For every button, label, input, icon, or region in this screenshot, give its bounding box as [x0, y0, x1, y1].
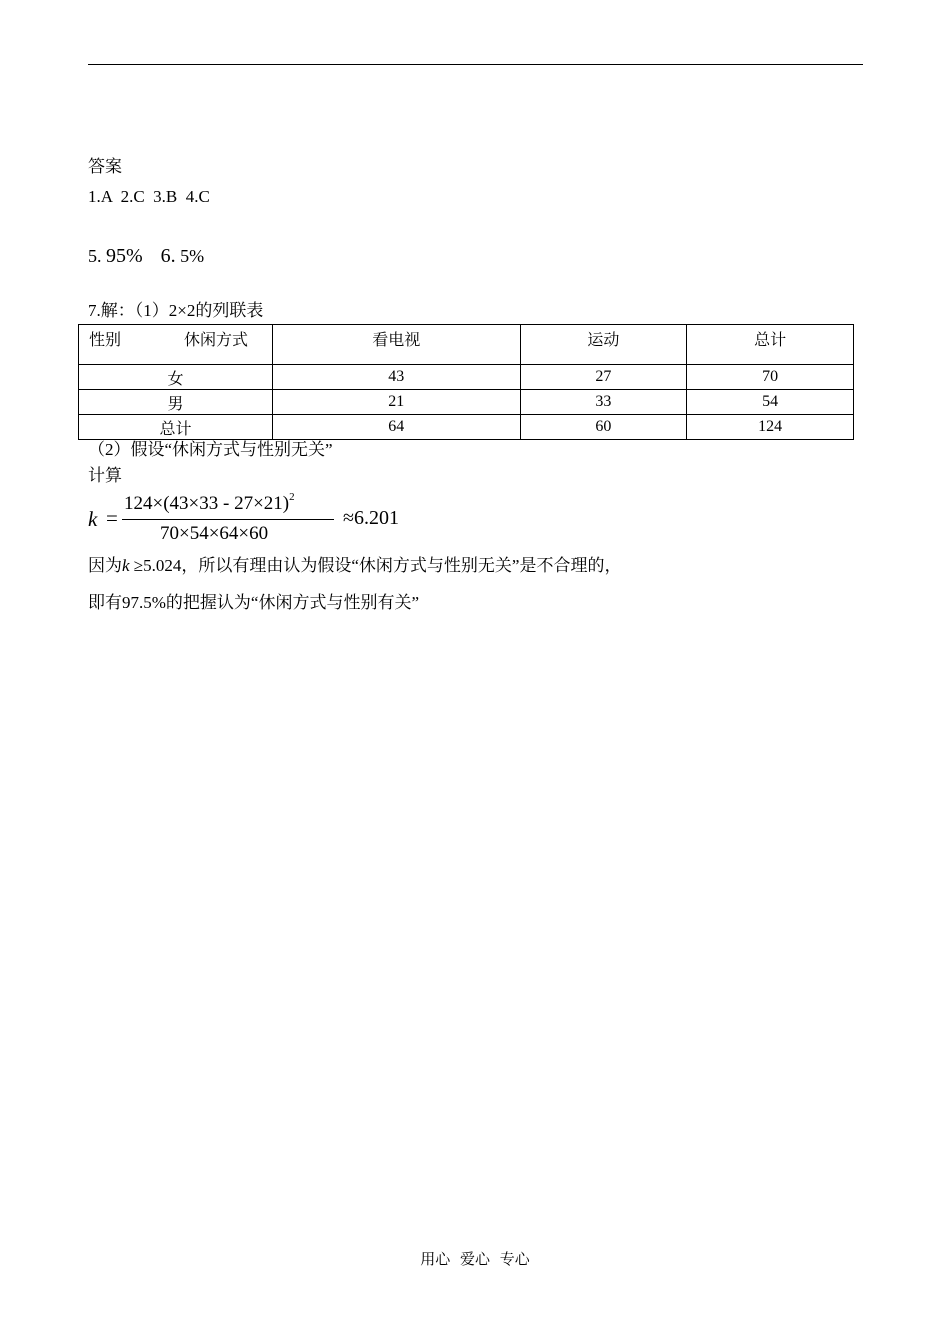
q6-value: 5%	[180, 246, 205, 266]
row-label: 总计	[79, 415, 273, 440]
calc-label: 计算	[88, 466, 122, 485]
corner-cell	[79, 325, 273, 365]
formula-result: ≈6.201	[343, 507, 399, 529]
formula-exponent: 2	[289, 491, 295, 503]
table-header-row	[79, 325, 854, 365]
column-header: 总计	[687, 325, 854, 365]
answers-title: 答案	[88, 157, 122, 176]
table-cell: 64	[273, 415, 521, 440]
table-cell: 21	[273, 390, 521, 415]
page-footer: 用心 爱心 专心	[420, 1252, 530, 1268]
header-rule	[88, 64, 863, 65]
table-row	[79, 390, 854, 415]
formula-equals: =	[106, 506, 118, 530]
numerator-text: 124×(43×33 - 27×21)	[124, 493, 290, 514]
table-row	[79, 415, 854, 440]
conclusion-text: 即有97.5%的把握认为“休闲方式与性别有关”	[88, 593, 420, 612]
fill-blank-answers	[88, 246, 204, 266]
row-label: 女	[79, 365, 273, 390]
q6-label: 6.	[160, 245, 176, 267]
q5-label: 5.	[88, 246, 102, 266]
table-cell: 60	[520, 415, 687, 440]
table-cell: 33	[520, 390, 687, 415]
table-cell: 27	[520, 365, 687, 390]
hypothesis-text: （2）假设“休闲方式与性别无关”	[88, 440, 333, 459]
formula-denominator: 70×54×64×60	[160, 523, 269, 544]
because-rest: ≥5.024，所以有理由认为假设“休闲方式与性别无关”是不合理的，	[129, 556, 622, 575]
table-cell: 124	[687, 415, 854, 440]
because-prefix: 因为	[88, 556, 122, 575]
corner-label-leisure: 休闲方式	[184, 332, 249, 349]
table-cell: 70	[687, 365, 854, 390]
table-cell: 54	[687, 390, 854, 415]
formula-variable: k	[88, 507, 98, 531]
corner-label-gender: 性别	[89, 332, 122, 349]
table-cell: 43	[273, 365, 521, 390]
q7-intro: 7.解：（1）2×2的列联表	[88, 301, 264, 320]
formula-numerator	[124, 491, 295, 515]
q5-value: 95%	[106, 245, 143, 267]
fraction-bar	[122, 519, 334, 520]
because-variable: k	[122, 556, 130, 575]
column-header: 运动	[520, 325, 687, 365]
multiple-choice-answers: 1.A 2.C 3.B 4.C	[88, 187, 210, 206]
contingency-table	[78, 324, 854, 440]
column-header: 看电视	[273, 325, 521, 365]
reasoning-text	[88, 556, 621, 576]
row-label: 男	[79, 390, 273, 415]
chi-square-formula	[88, 488, 428, 550]
table-row	[79, 365, 854, 390]
